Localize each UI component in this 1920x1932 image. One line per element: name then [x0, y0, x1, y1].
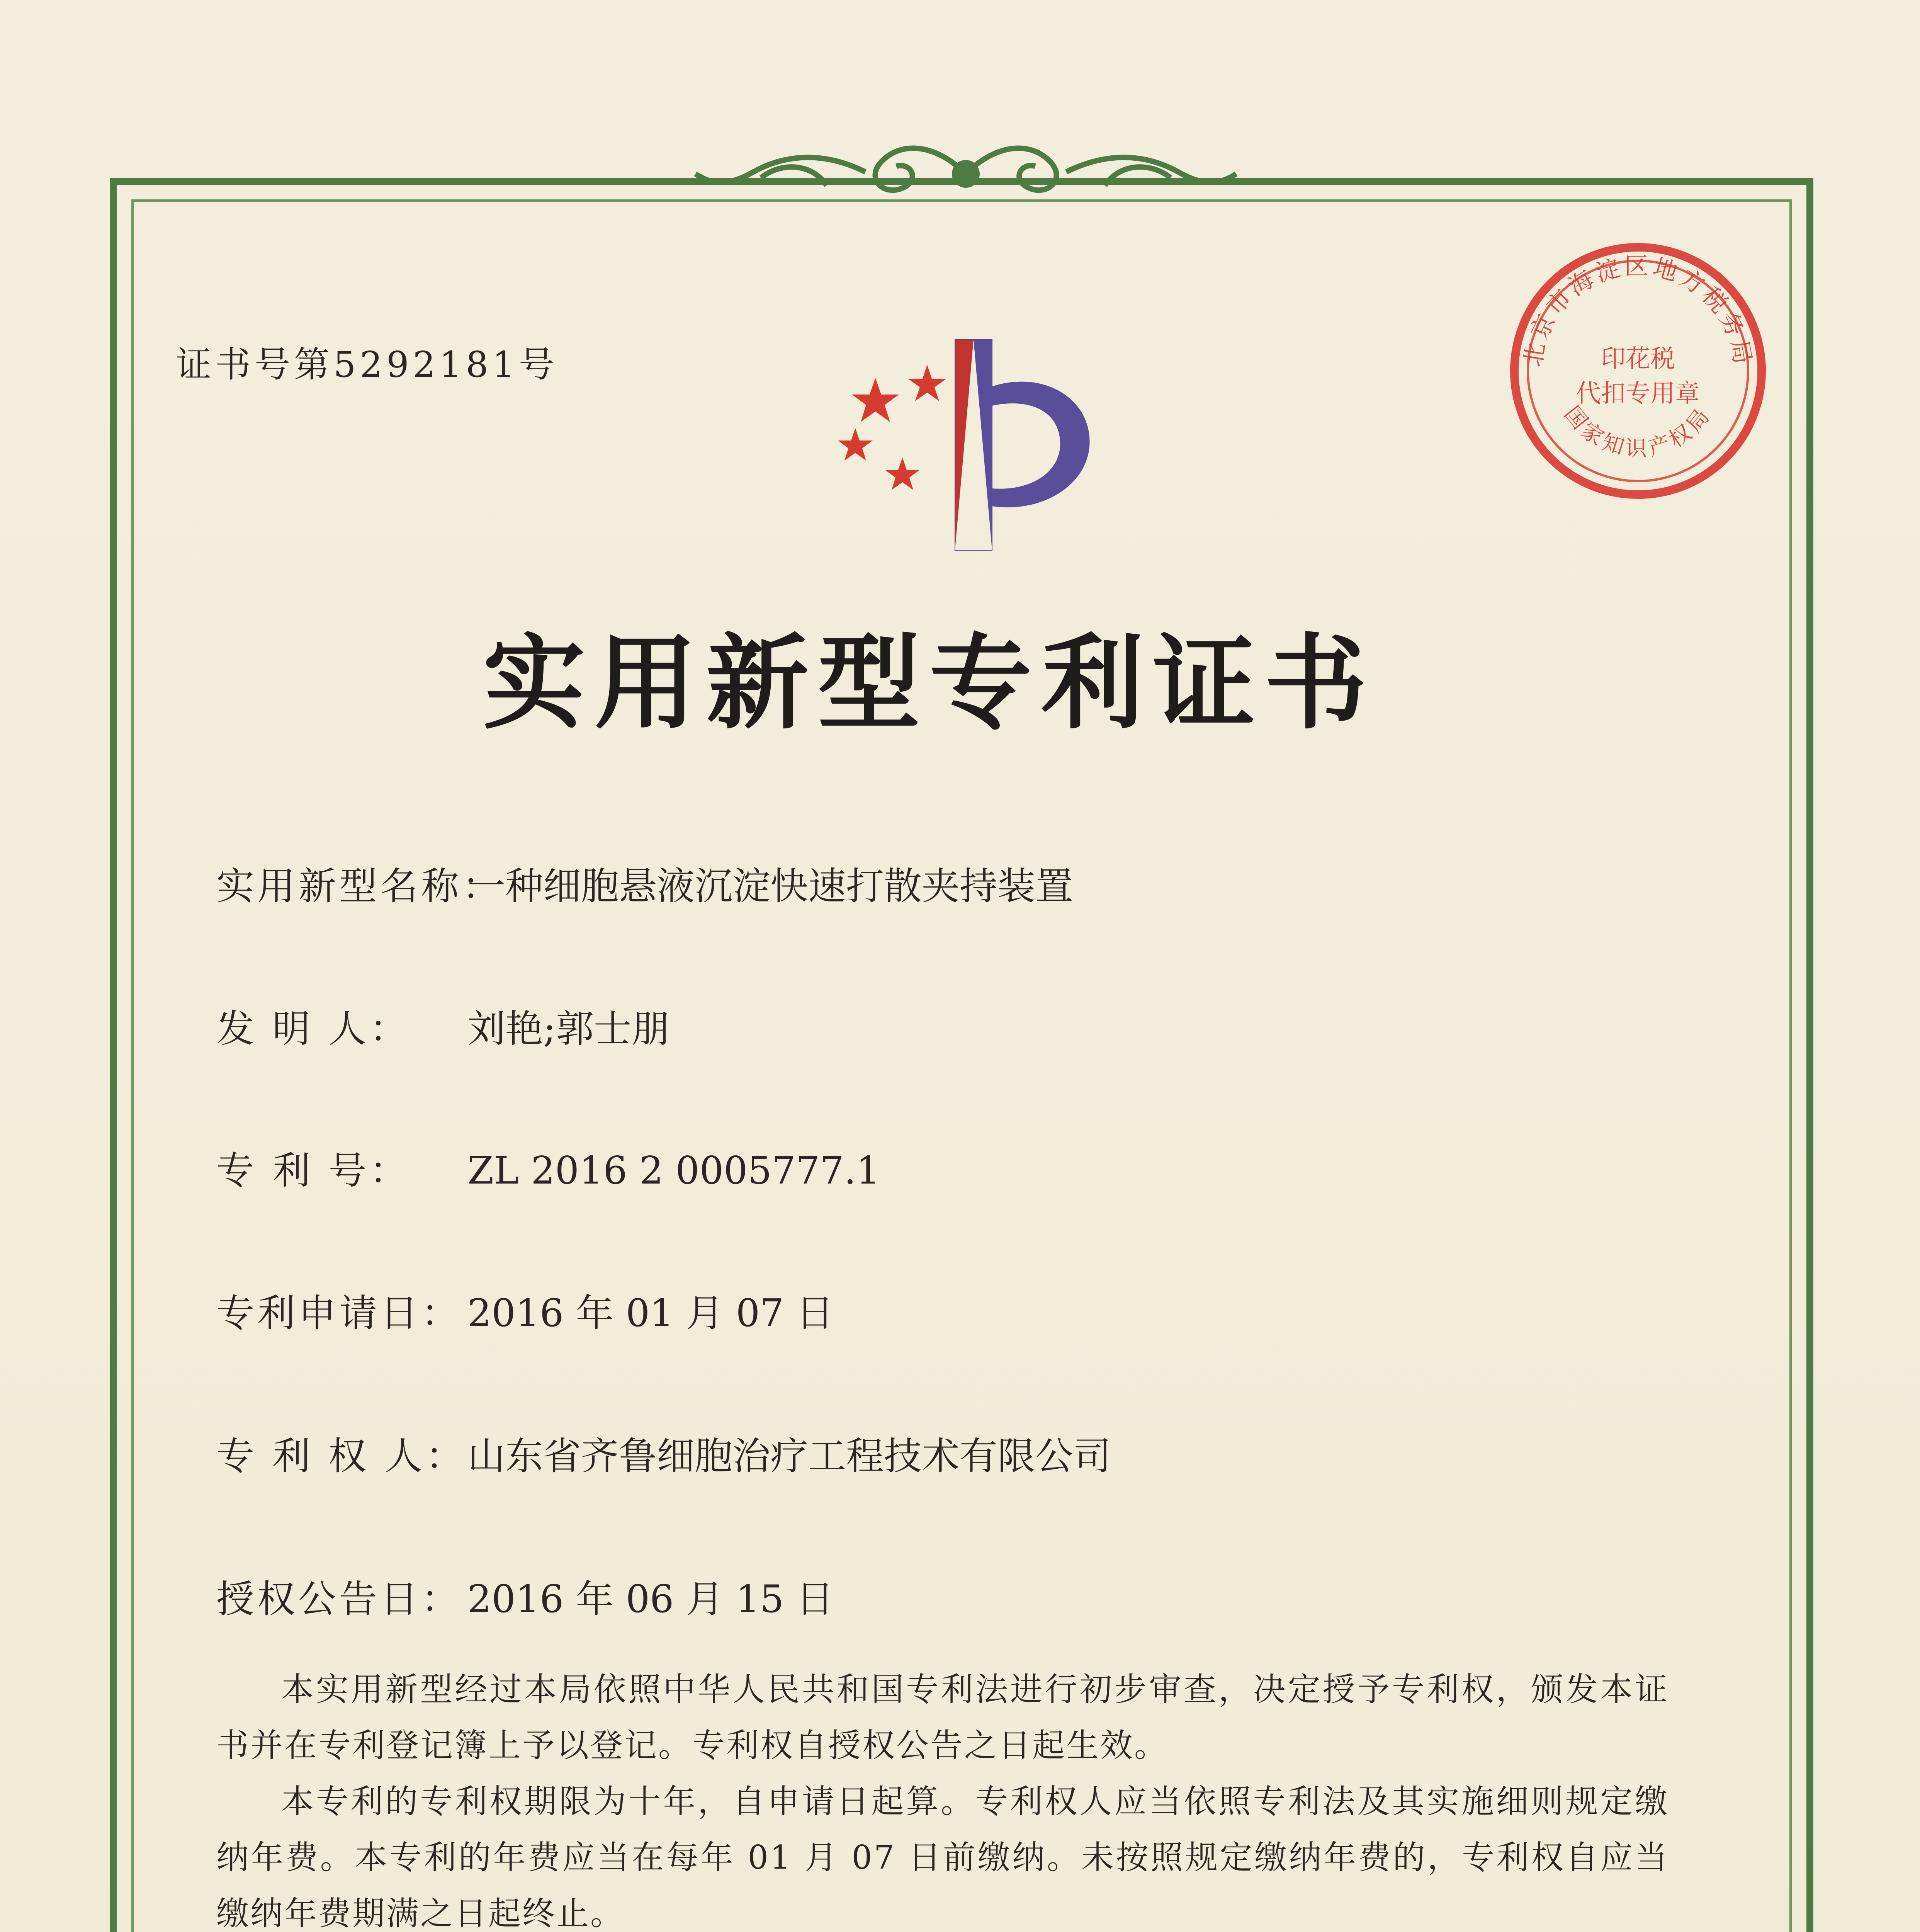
tax-stamp [1499, 232, 1777, 510]
field-label: 发 明 人： [216, 1007, 411, 1051]
tax-stamp-inner-text-2: 代扣专用章 [1576, 379, 1700, 408]
tax-stamp-bottom-text: 国家知识产权局 [1559, 401, 1717, 461]
tax-stamp-ring-text: 北京市海淀区地方税务局 [1518, 252, 1758, 369]
field-label: 授权公告日： [216, 1577, 462, 1621]
tax-stamp-inner-text-1: 印花税 [1601, 345, 1675, 373]
application-date-row [216, 1291, 834, 1335]
field-value: 2016 年 06 月 15 日 [467, 1577, 834, 1621]
body-paragraph: 本实用新型经过本局依照中华人民共和国专利法进行初步审查，决定授予专利权，颁发本证书并在专利登记簿上予以登记。专利权自授权公告之日起生效。 [216, 1670, 1669, 1764]
utility-model-name-row [216, 864, 1074, 908]
inventor-row [216, 1007, 670, 1051]
field-label: 实用新型名称： [216, 864, 503, 908]
field-value: 山东省齐鲁细胞治疗工程技术有限公司 [467, 1434, 1111, 1478]
top-ornament [664, 116, 1267, 216]
field-label: 专 利 权 人： [216, 1434, 467, 1478]
field-label: 专利申请日： [216, 1291, 462, 1335]
field-value: 刘艳;郭士朋 [467, 1007, 670, 1051]
certificate-title: 实用新型专利证书 [483, 623, 1376, 743]
certificate-body-text [216, 1662, 1669, 1932]
cnipa-logo [807, 325, 1116, 564]
patent-number-row [216, 1149, 880, 1193]
field-value: 2016 年 01 月 07 日 [467, 1291, 834, 1335]
grant-date-row [216, 1577, 834, 1621]
svg-text:国家知识产权局 [1559, 401, 1717, 461]
field-value: 一种细胞悬液沉淀快速打散夹持装置 [467, 864, 1074, 908]
certificate-number: 证书号第5292181号 [176, 344, 558, 385]
body-paragraph: 本专利的专利权期限为十年，自申请日起算。专利权人应当依照专利法及其实施细则规定缴纳年费。本专利的年费应当在每年 01 月 07 日前缴纳。未按照规定缴纳年费的，专利权自应当缴纳年费期满之日起终止。 [216, 1782, 1669, 1932]
field-label: 专 利 号： [216, 1149, 411, 1193]
patentee-row [216, 1434, 1111, 1478]
field-value: ZL 2016 2 0005777.1 [467, 1149, 880, 1193]
